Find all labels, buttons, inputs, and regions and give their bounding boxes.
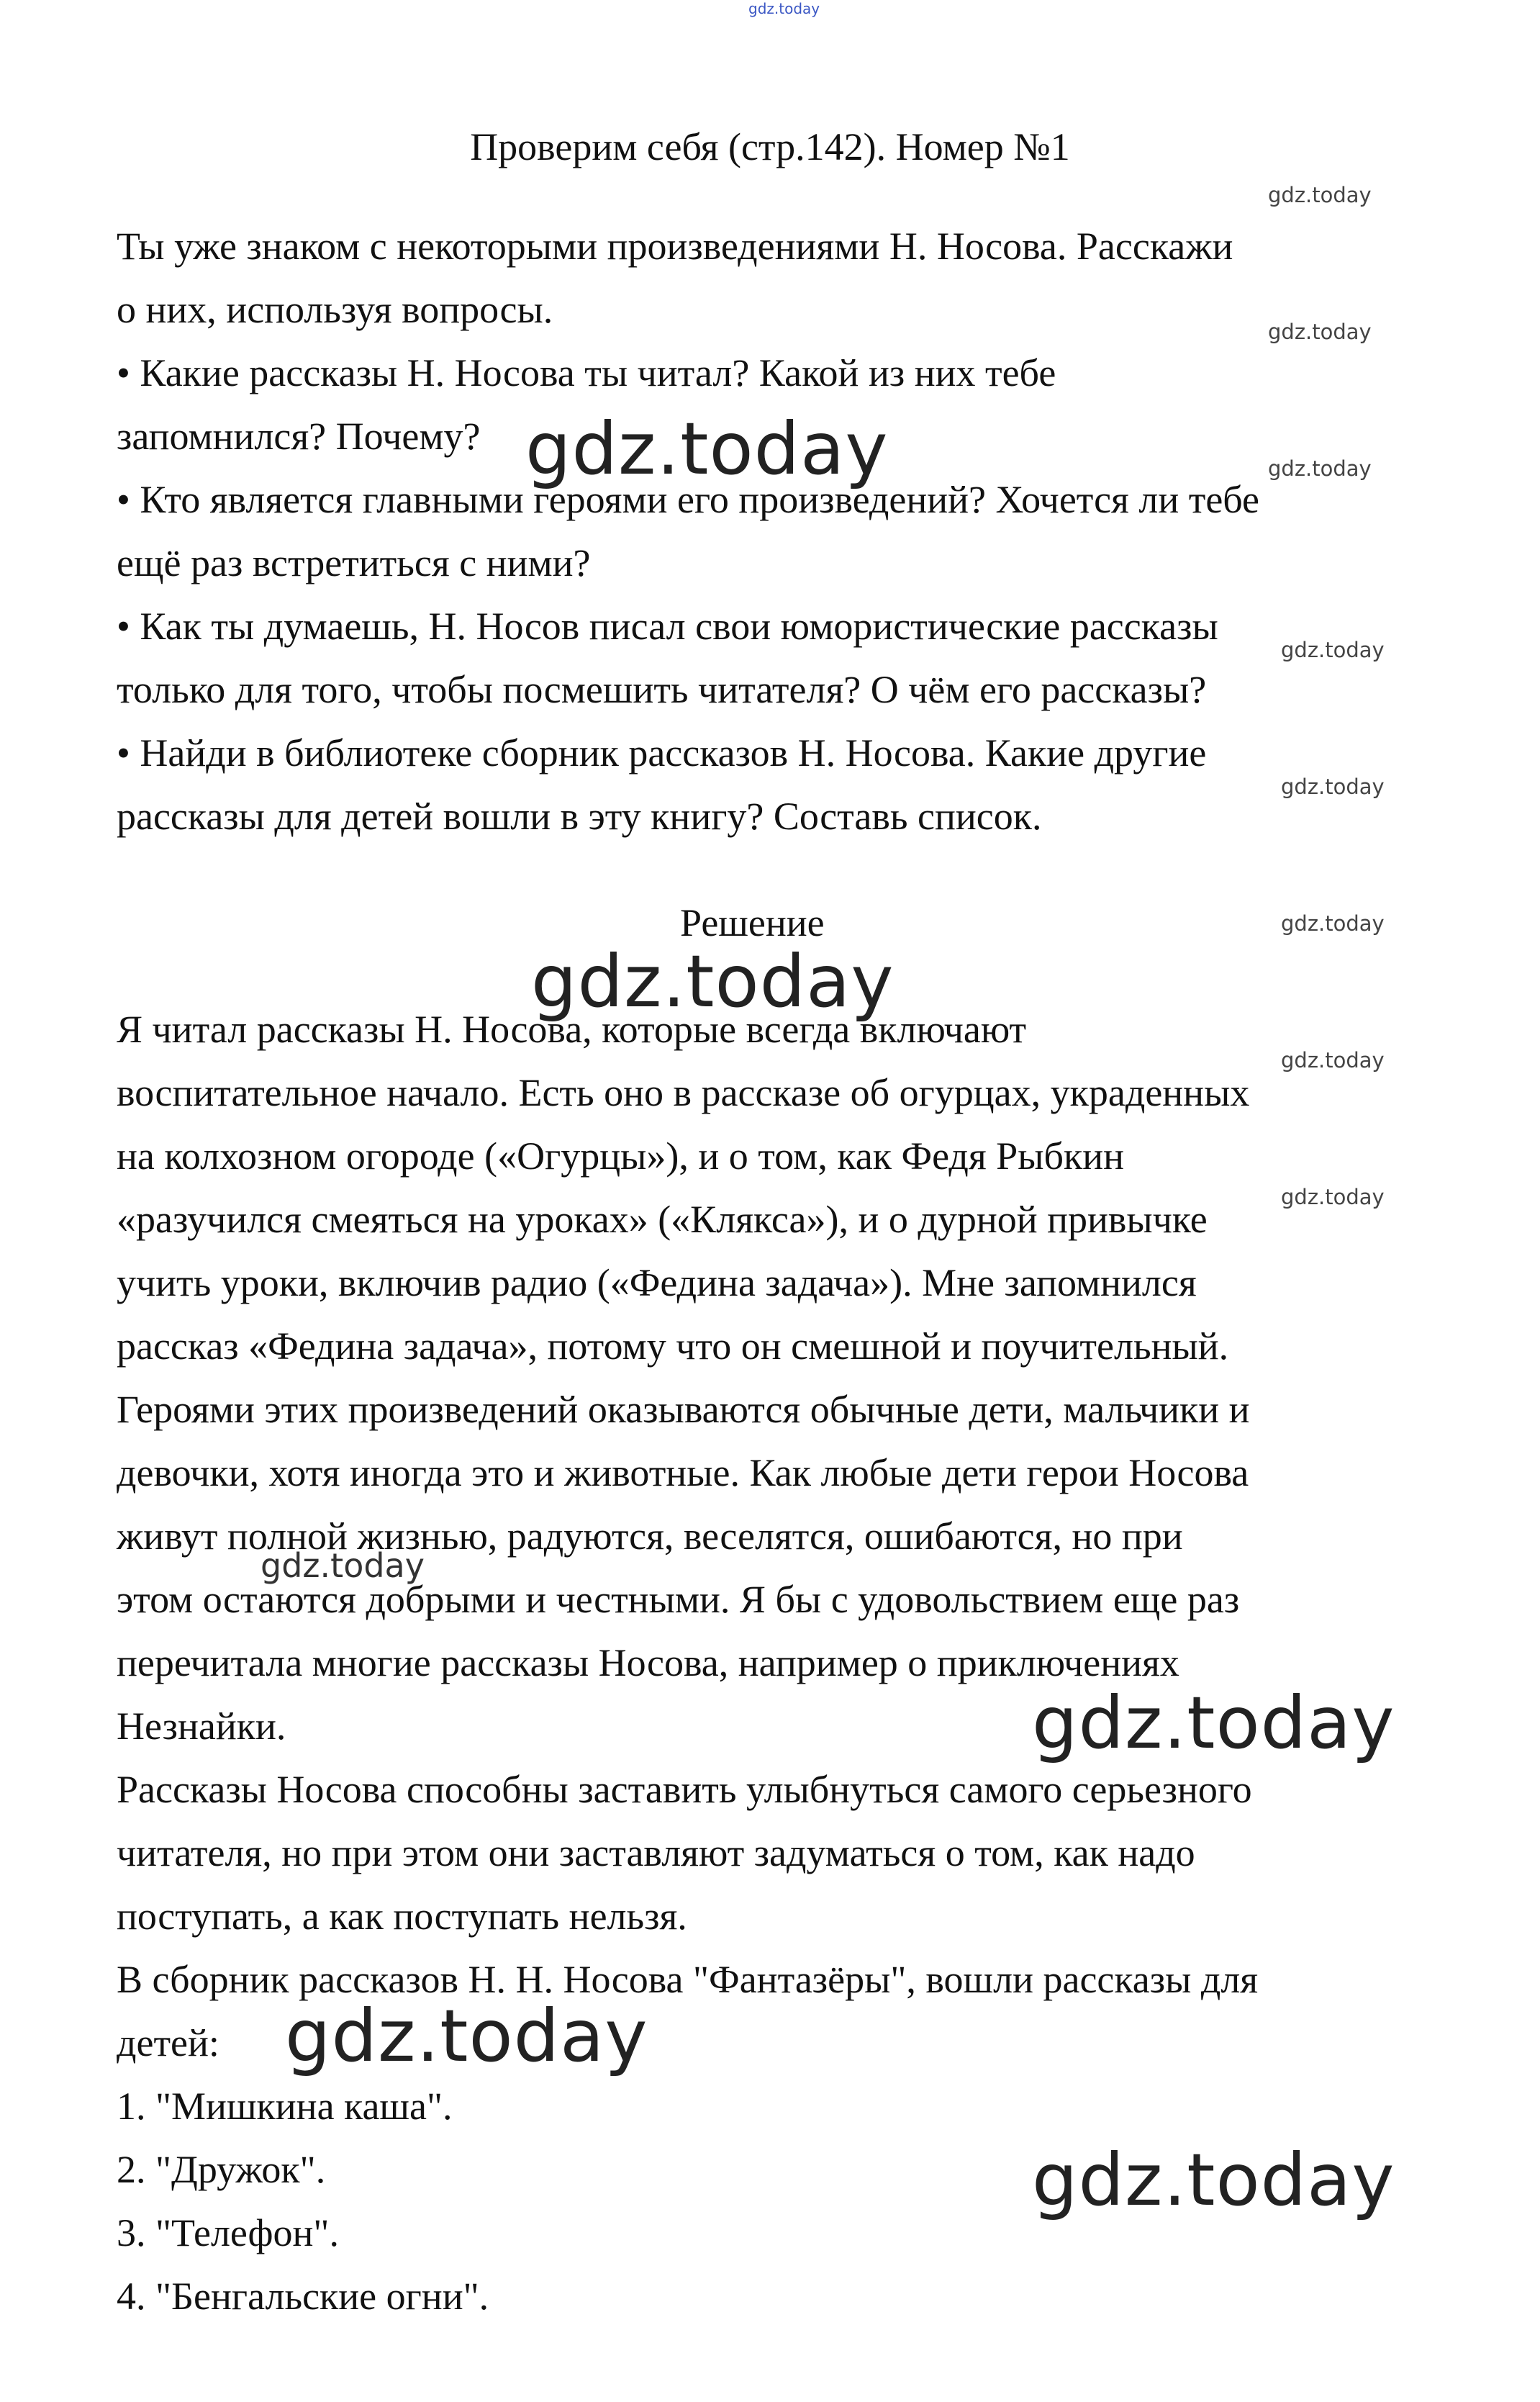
task-line: о них, используя вопросы. <box>117 288 553 331</box>
solution-line: поступать, а как поступать нельзя. <box>117 1895 687 1938</box>
solution-line: девочки, хотя иногда это и животные. Как любые дети герои Носова <box>117 1451 1249 1494</box>
solution-line: этом остаются добрыми и честными. Я бы с удовольствием еще раз <box>117 1578 1240 1621</box>
list-item: 2. "Дружок". <box>117 2148 326 2191</box>
solution-line: Незнайки. <box>117 1705 286 1748</box>
solution-line: детей: <box>117 2021 219 2064</box>
solution-heading: Решение <box>680 901 825 944</box>
solution-line: перечитала многие рассказы Носова, например о приключениях <box>117 1641 1179 1684</box>
task-line: • Кто является главными героями его произведений? Хочется ли тебе <box>117 478 1260 521</box>
task-line: только для того, чтобы посмешить читателя? О чём его рассказы? <box>117 668 1207 711</box>
watermark-large: gdz.today <box>531 939 894 1024</box>
watermark-large: gdz.today <box>1032 2138 1395 2222</box>
watermark-top: gdz.today <box>748 0 820 17</box>
solution-line: В сборник рассказов Н. Н. Носова "Фантазёры", вошли рассказы для <box>117 1958 1259 2001</box>
list-item: 1. "Мишкина каша". <box>117 2085 453 2128</box>
solution-line: учить уроки, включив радио («Федина задача»). Мне запомнился <box>117 1261 1197 1304</box>
task-line: ещё раз встретиться с ними? <box>117 541 591 584</box>
watermark-small: gdz.today <box>1281 775 1385 799</box>
solution-line: Героями этих произведений оказываются обычные дети, мальчики и <box>117 1388 1250 1431</box>
solution-line: Я читал рассказы Н. Носова, которые всегда включают <box>117 1008 1027 1051</box>
task-line: • Найди в библиотеке сборник рассказов Н. Носова. Какие другие <box>117 731 1207 775</box>
watermark-large: gdz.today <box>525 407 889 491</box>
watermark-small: gdz.today <box>1268 183 1372 207</box>
solution-line: живут полной жизнью, радуются, веселятся, ошибаются, но при <box>117 1514 1183 1558</box>
watermark-small: gdz.today <box>1281 911 1385 936</box>
task-line: запомнился? Почему? <box>117 415 481 458</box>
list-item: 3. "Телефон". <box>117 2211 339 2254</box>
watermark-small: gdz.today <box>1281 1185 1385 1209</box>
list-item: 4. "Бенгальские огни". <box>117 2275 489 2318</box>
watermark-small: gdz.today <box>1281 1048 1385 1073</box>
task-line: • Как ты думаешь, Н. Носов писал свои юмористические рассказы <box>117 605 1218 648</box>
watermark-large: gdz.today <box>1032 1681 1395 1765</box>
solution-line: рассказ «Федина задача», потому что он смешной и поучительный. <box>117 1324 1229 1368</box>
watermark-small: gdz.today <box>1268 456 1372 481</box>
watermark-medium: gdz.today <box>261 1546 425 1585</box>
watermark-large: gdz.today <box>285 1994 648 2078</box>
watermark-small: gdz.today <box>1268 320 1372 344</box>
solution-line: на колхозном огороде («Огурцы»), и о том, как Федя Рыбкин <box>117 1134 1124 1178</box>
task-line: Ты уже знаком с некоторыми произведениями Н. Носова. Расскажи <box>117 225 1233 268</box>
task-line: рассказы для детей вошли в эту книгу? Составь список. <box>117 795 1042 838</box>
solution-line: воспитательное начало. Есть оно в рассказе об огурцах, украденных <box>117 1071 1250 1114</box>
solution-line: Рассказы Носова способны заставить улыбнуться самого серьезного <box>117 1768 1252 1811</box>
task-line: • Какие рассказы Н. Носова ты читал? Какой из них тебе <box>117 351 1056 394</box>
watermark-small: gdz.today <box>1281 638 1385 662</box>
task-title: Проверим себя (стр.142). Номер №1 <box>470 125 1070 168</box>
solution-line: «разучился смеяться на уроках» («Клякса»), и о дурной привычке <box>117 1198 1208 1241</box>
solution-line: читателя, но при этом они заставляют задуматься о том, как надо <box>117 1831 1195 1874</box>
